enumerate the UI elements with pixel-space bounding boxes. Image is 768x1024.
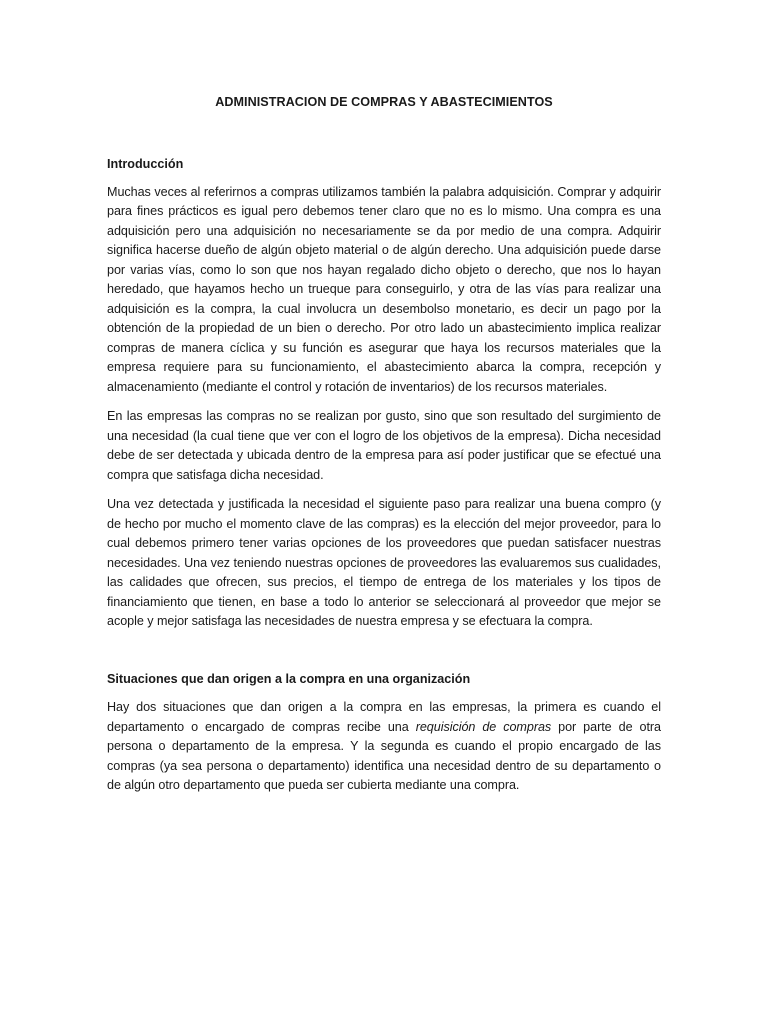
paragraph-intro-2: En las empresas las compras no se realizan por gusto, sino que son resultado del surgimiento de una necesidad (la cual tiene que ver con el logro de los objetivos de la empresa). Dicha necesidad debe de ser detectada y ubicada dentro de la empresa para así poder justificar que se efectué una compra que satisfaga dicha necesidad. bbox=[107, 409, 661, 482]
paragraph-situaciones-text-before: Hay dos situaciones que dan origen a la compra en las empresas, la primera es cuando el departamento o encargado de compras recibe una bbox=[107, 700, 661, 734]
paragraph-intro-3: Una vez detectada y justificada la necesidad el siguiente paso para realizar una buena compro (y de hecho por mucho el momento clave de las compras) es la elección del mejor proveedor, para lo cual debemos primero tener varias opciones de los proveedores que puedan satisfacer nuestras necesidades. Una vez teniendo nuestras opciones de proveedores las evaluaremos sus cualidades, las calidades que ofrecen, sus precios, el tiempo de entrega de los materiales y los tipos de financiamiento que tienen, en base a todo lo anterior se seleccionará al proveedor que mejor se acople y mejor satisfaga las necesidades de nuestra empresa y se efectuara la compra. bbox=[107, 497, 661, 628]
paragraph-situaciones bbox=[107, 698, 661, 796]
document-body bbox=[107, 92, 661, 796]
paragraph-situaciones-text-after: por parte de otra persona o departamento de la empresa. Y la segunda es cuando el propio encargado de las compras (ya sea persona o departamento) identifica una necesidad dentro de su departamento o de algún otro departamento que pueda ser cubierta mediante una compra. bbox=[107, 719, 661, 792]
section-heading-introduccion: Introducción bbox=[107, 157, 184, 171]
paragraph-intro-1: Muchas veces al referirnos a compras utilizamos también la palabra adquisición. Comprar y adquirir para fines prácticos es igual pero debemos tener claro que no es lo mismo. Una compra es una adquisición pero una adquisición no necesariamente se da por medio de una compra. Adquirir significa hacerse dueño de algún objeto material o de algún derecho. Una adquisición puede darse por varias vías, como lo son que nos hayan regalado dicho objeto o derecho, que nos lo hayan heredado, que hayamos hecho un trueque para conseguirlo, y otra de las vías para realizar una adquisición es la compra, la cual involucra un desembolso monetario, es decir un pago por la obtención de la propiedad de un bien o derecho. Por otro lado un abastecimiento implica realizar compras de manera cíclica y su función es asegurar que haya los recursos materiales que la empresa requiere para su funcionamiento, el abastecimiento abarca la compra, recepción y almacenamiento (mediante el control y rotación de inventarios) de los recursos materiales. bbox=[107, 184, 661, 394]
section-heading-situaciones: Situaciones que dan origen a la compra en una organización bbox=[107, 671, 471, 686]
paragraph-situaciones-emphasis: requisición de compras bbox=[415, 719, 552, 734]
document-title: ADMINISTRACION DE COMPRAS Y ABASTECIMIENTOS bbox=[215, 95, 553, 109]
